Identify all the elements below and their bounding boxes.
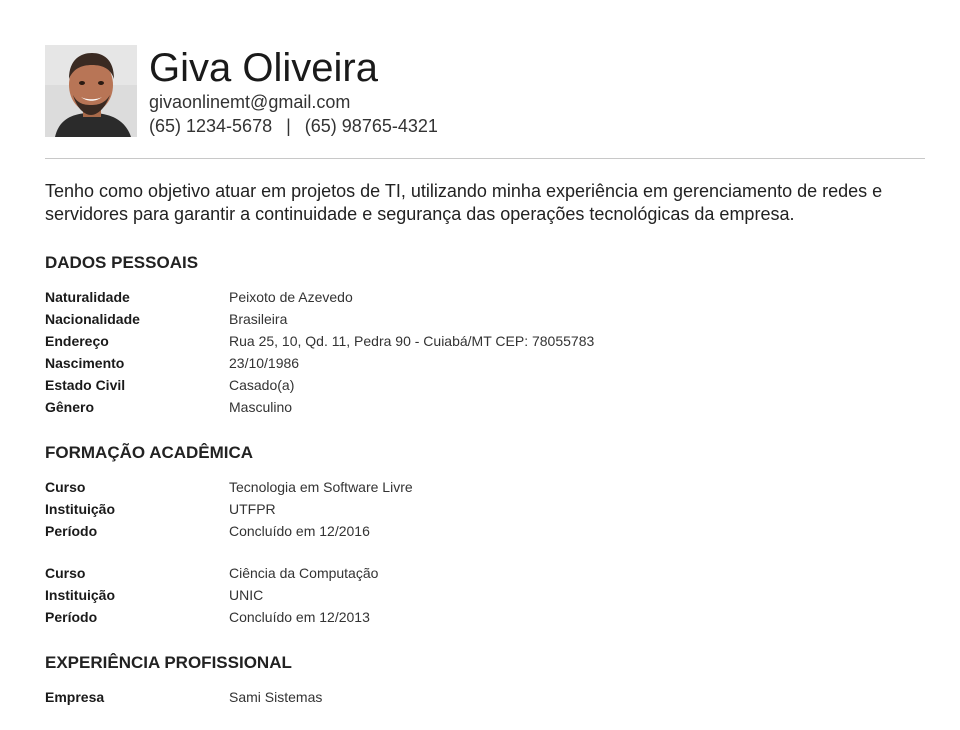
info-label: Gênero bbox=[45, 399, 95, 415]
info-value: UTFPR bbox=[229, 501, 276, 517]
info-label: Nascimento bbox=[45, 355, 125, 371]
section-title-experiencia: EXPERIÊNCIA PROFISSIONAL bbox=[45, 653, 292, 672]
info-value: Concluído em 12/2016 bbox=[229, 523, 370, 539]
info-row bbox=[45, 286, 925, 308]
info-label: Nacionalidade bbox=[45, 311, 140, 327]
email-address[interactable]: givaonlinemt@gmail.com bbox=[149, 92, 351, 112]
phone-numbers bbox=[149, 114, 438, 138]
candidate-name: Giva Oliveira bbox=[149, 46, 378, 90]
formacao-list bbox=[45, 476, 925, 628]
info-value: Brasileira bbox=[229, 311, 288, 327]
header-divider bbox=[45, 158, 925, 159]
info-row bbox=[45, 520, 925, 542]
resume-page bbox=[45, 45, 925, 708]
info-row bbox=[45, 308, 925, 330]
identity-block bbox=[149, 45, 438, 138]
info-label: Empresa bbox=[45, 689, 105, 705]
info-value: Ciência da Computação bbox=[229, 565, 379, 581]
info-value: 23/10/1986 bbox=[229, 355, 300, 371]
info-value: Rua 25, 10, Qd. 11, Pedra 90 - Cuiabá/MT CEP: 78055783 bbox=[229, 333, 595, 349]
info-value: Masculino bbox=[229, 399, 293, 415]
info-row bbox=[45, 330, 925, 352]
phone-primary[interactable]: (65) 1234-5678 bbox=[149, 116, 273, 136]
info-row bbox=[45, 396, 925, 418]
info-label: Período bbox=[45, 609, 98, 625]
course-entry bbox=[45, 476, 925, 542]
resume-header bbox=[45, 45, 925, 137]
info-row bbox=[45, 686, 925, 708]
info-value: Tecnologia em Software Livre bbox=[229, 479, 413, 495]
section-title-dados-pessoais: DADOS PESSOAIS bbox=[45, 253, 199, 272]
info-row bbox=[45, 562, 925, 584]
info-label: Estado Civil bbox=[45, 377, 126, 393]
info-row bbox=[45, 584, 925, 606]
info-value: UNIC bbox=[229, 587, 264, 603]
info-row bbox=[45, 498, 925, 520]
info-value: Casado(a) bbox=[229, 377, 295, 393]
phone-separator: | bbox=[286, 116, 291, 136]
info-value: Sami Sistemas bbox=[229, 689, 323, 705]
info-label: Naturalidade bbox=[45, 289, 130, 305]
info-label: Instituição bbox=[45, 501, 116, 517]
phone-mobile[interactable]: (65) 98765-4321 bbox=[304, 116, 438, 136]
info-label: Instituição bbox=[45, 587, 116, 603]
experiencia-list bbox=[45, 686, 925, 708]
info-value: Concluído em 12/2013 bbox=[229, 609, 370, 625]
info-row bbox=[45, 374, 925, 396]
info-label: Endereço bbox=[45, 333, 109, 349]
info-label: Período bbox=[45, 523, 98, 539]
section-title-formacao: FORMAÇÃO ACADÊMICA bbox=[45, 443, 254, 462]
objective-text: Tenho como objetivo atuar em projetos de TI, utilizando minha experiência em gerenciamento de redes e servidores para garantir a continuidade e segurança das operações tecnológicas da empresa. bbox=[45, 181, 883, 224]
info-label: Curso bbox=[45, 479, 86, 495]
info-row bbox=[45, 352, 925, 374]
dados-pessoais-list bbox=[45, 286, 925, 418]
course-entry bbox=[45, 562, 925, 628]
profile-photo bbox=[45, 45, 137, 137]
info-row bbox=[45, 606, 925, 628]
info-row bbox=[45, 476, 925, 498]
info-value: Peixoto de Azevedo bbox=[229, 289, 353, 305]
info-label: Curso bbox=[45, 565, 86, 581]
